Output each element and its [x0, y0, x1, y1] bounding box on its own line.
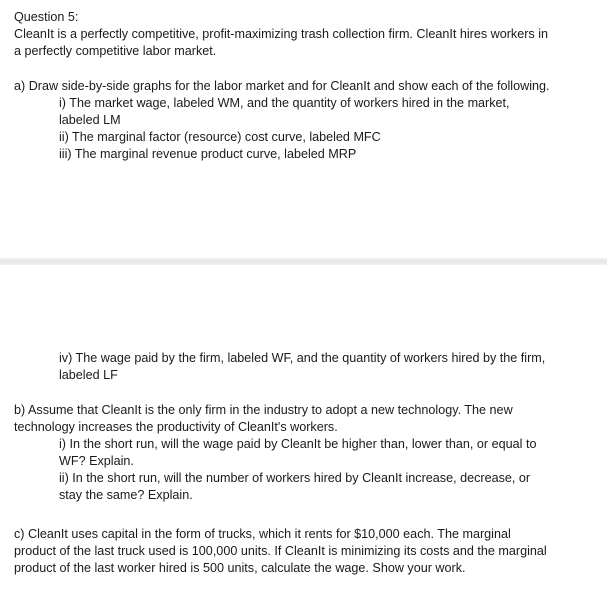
question-intro-line: a perfectly competitive labor market. [14, 44, 217, 58]
part-b-item: stay the same? Explain. [59, 488, 193, 502]
part-a-item: labeled LF [59, 368, 118, 382]
question-title: Question 5: [14, 10, 79, 24]
part-b-prompt-line: b) Assume that CleanIt is the only firm in the industry to adopt a new technology. The new [14, 403, 513, 417]
part-a-item: i) The market wage, labeled WM, and the quantity of workers hired in the market, [59, 96, 510, 110]
part-a-prompt: a) Draw side-by-side graphs for the labor market and for CleanIt and show each of the following. [14, 79, 550, 93]
part-a-item: iv) The wage paid by the firm, labeled WF, and the quantity of workers hired by the firm, [59, 351, 546, 365]
part-c-prompt-line: c) CleanIt uses capital in the form of trucks, which it rents for $10,000 each. The marginal [14, 527, 511, 541]
part-a-item: ii) The marginal factor (resource) cost curve, labeled MFC [59, 130, 381, 144]
question-intro-line: CleanIt is a perfectly competitive, profit-maximizing trash collection firm. CleanIt hires workers in [14, 27, 549, 41]
part-b-item: i) In the short run, will the wage paid by CleanIt be higher than, lower than, or equal to [59, 437, 537, 451]
part-c-prompt-line: product of the last worker hired is 500 units, calculate the wage. Show your work. [14, 561, 466, 575]
part-a-item: labeled LM [59, 113, 121, 127]
part-c-prompt-line: product of the last truck used is 100,000 units. If CleanIt is minimizing its costs and the marginal [14, 544, 547, 558]
part-b-prompt-line: technology increases the productivity of CleanIt's workers. [14, 420, 338, 434]
part-b-item: ii) In the short run, will the number of workers hired by CleanIt increase, decrease, or [59, 471, 531, 485]
part-a-item: iii) The marginal revenue product curve, labeled MRP [59, 147, 357, 161]
page-separator [0, 258, 607, 265]
part-b-item: WF? Explain. [59, 454, 134, 468]
